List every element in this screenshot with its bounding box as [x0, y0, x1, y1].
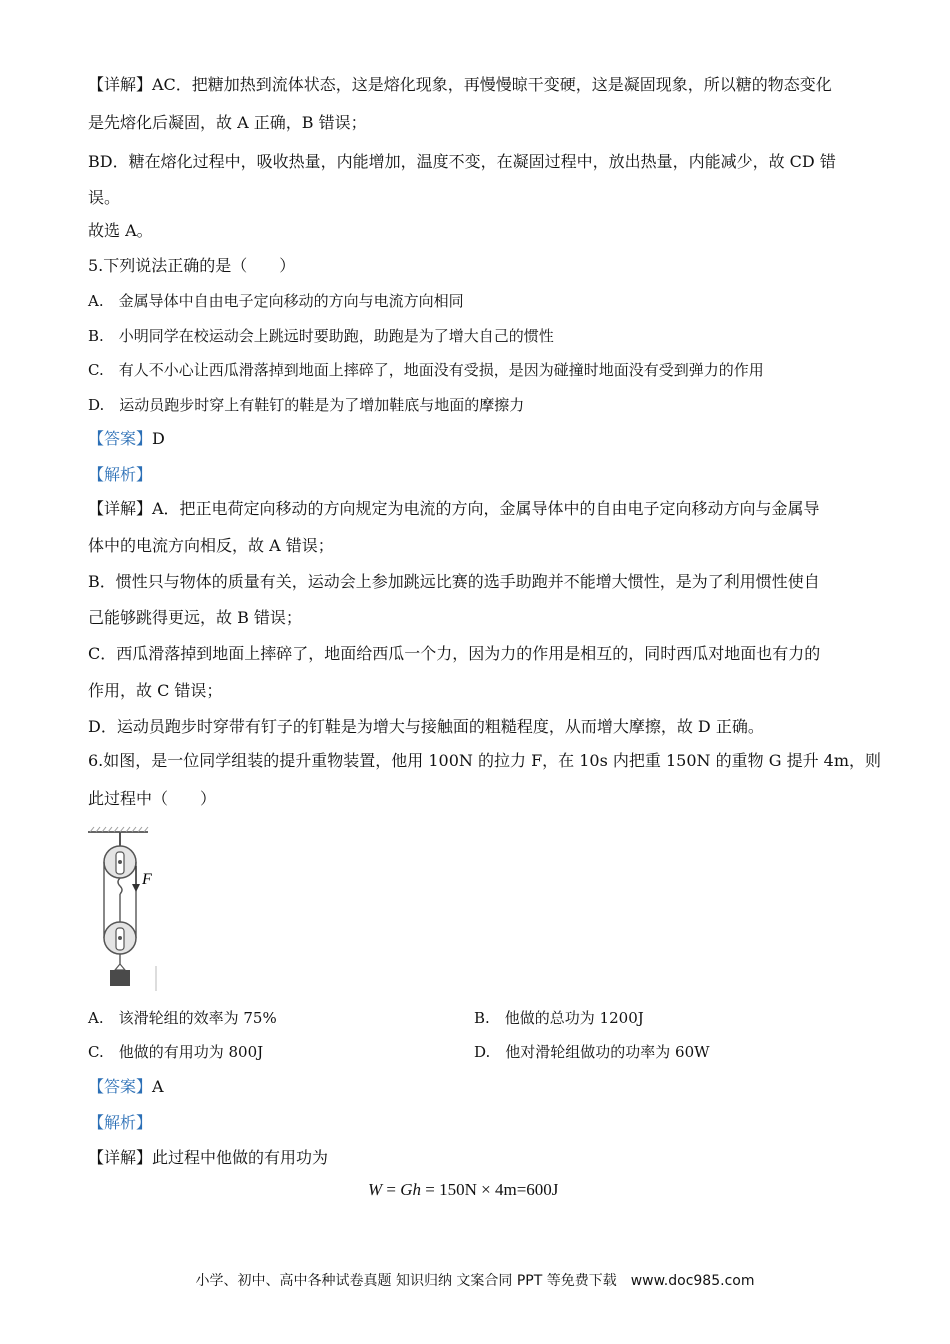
q5-detail-line: 作用，故 C 错误；: [88, 681, 223, 700]
page-footer: 小学、初中、高中各种试卷真题 知识归纳 文案合同 PPT 等免费下载 www.doc985.com: [195, 1273, 755, 1289]
q6-option-d: D. 他对滑轮组做功的功率为 60W: [474, 1043, 710, 1061]
q5-option-c: C. 有人不小心让西瓜滑落掉到地面上摔碎了，地面没有受损，是因为碰撞时地面没有受到弹力的作用: [88, 361, 764, 379]
answer-tag: 【答案】: [88, 429, 153, 448]
q5-analysis-tag: 【解析】: [88, 465, 153, 484]
formula-lhs: W: [368, 1180, 383, 1199]
answer-tag: 【答案】: [88, 1077, 153, 1096]
q6-detail-line: 【详解】此过程中他做的有用功为: [88, 1148, 329, 1167]
q6-option-b: B. 他做的总功为 1200J: [474, 1009, 644, 1027]
text-line: BD．糖在熔化过程中，吸收热量，内能增加，温度不变，在凝固过程中，放出热量，内能减少，故 CD 错: [88, 152, 836, 171]
formula-eq: =: [382, 1180, 401, 1199]
q5-detail-line: C．西瓜滑落掉到地面上摔碎了，地面给西瓜一个力，因为力的作用是相互的，同时西瓜对地面也有力的: [88, 644, 821, 663]
q6-answer: [88, 1076, 164, 1098]
question-6-stem: 6.如图，是一位同学组装的提升重物装置，他用 100N 的拉力 F，在 10s 内把重 150N 的重物 G 提升 4m，则: [88, 751, 882, 770]
q5-detail-line: B．惯性只与物体的质量有关，运动会上参加跳远比赛的选手助跑并不能增大惯性，是为了利用惯性使自: [88, 572, 820, 591]
q5-detail-line: 己能够跳得更远，故 B 错误；: [88, 608, 302, 627]
q5-option-a: A. 金属导体中自由电子定向移动的方向与电流方向相同: [88, 292, 464, 310]
q5-detail-line: 【详解】A．把正电荷定向移动的方向规定为电流的方向，金属导体中的自由电子定向移动方向与金属导: [88, 499, 820, 518]
q5-answer: [88, 428, 165, 450]
q6-option-a: A. 该滑轮组的效率为 75%: [88, 1009, 277, 1027]
text-line: 误。: [88, 188, 121, 207]
q5-detail-line: 体中的电流方向相反，故 A 错误；: [88, 536, 334, 555]
force-label: F: [142, 871, 152, 888]
answer-value: A: [152, 1077, 164, 1096]
formula-rhs: = 150N × 4m=600J: [421, 1180, 559, 1199]
text-line: 是先熔化后凝固，故 A 正确，B 错误；: [88, 113, 367, 132]
formula-gh: Gh: [400, 1180, 422, 1199]
q6-option-c: C. 他做的有用功为 800J: [88, 1043, 264, 1061]
question-5-stem: 5.下列说法正确的是（ ）: [88, 256, 296, 275]
text-line: 【详解】AC．把糖加热到流体状态，这是熔化现象，再慢慢晾干变硬，这是凝固现象，所以糖的物态变化: [88, 75, 832, 94]
q5-detail-line: D．运动员跑步时穿带有钉子的钉鞋是为增大与接触面的粗糙程度，从而增大摩擦，故 D 正确。: [88, 717, 764, 736]
q5-option-b: B. 小明同学在校运动会上跳远时要助跑，助跑是为了增大自己的惯性: [88, 327, 554, 345]
q6-analysis-tag: 【解析】: [88, 1113, 153, 1132]
question-6-stem-cont: 此过程中（ ）: [88, 789, 217, 808]
answer-value: D: [152, 429, 165, 448]
q5-option-d: D. 运动员跑步时穿上有鞋钉的鞋是为了增加鞋底与地面的摩擦力: [88, 396, 525, 414]
text-line: 故选 A。: [88, 221, 153, 240]
work-formula: [368, 1180, 558, 1200]
pulley-diagram: [86, 826, 166, 996]
